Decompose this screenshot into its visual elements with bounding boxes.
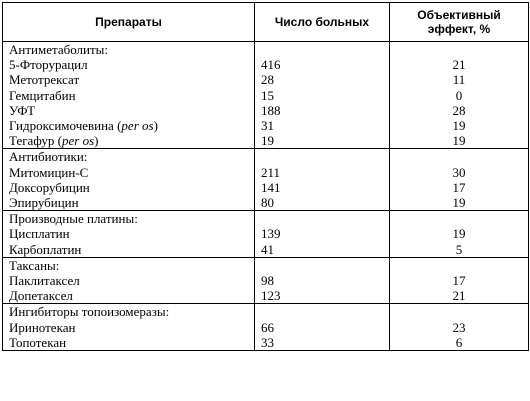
patient-count: 416	[255, 57, 390, 72]
effect-percent: 19	[390, 133, 529, 149]
table-row	[3, 273, 529, 288]
empty-cell	[390, 149, 529, 165]
effect-percent: 19	[390, 118, 529, 133]
drug-group	[3, 42, 529, 149]
group-title: Производные платины:	[3, 211, 255, 227]
table-row	[3, 165, 529, 180]
effect-percent: 17	[390, 180, 529, 195]
drug-name-text: Цисплатин	[9, 226, 70, 242]
patient-count: 123	[255, 288, 390, 304]
drug-name	[3, 335, 255, 351]
patient-count: 41	[255, 242, 390, 258]
effect-percent: 17	[390, 273, 529, 288]
group-title-row	[3, 304, 529, 320]
patient-count: 98	[255, 273, 390, 288]
drug-name	[3, 88, 255, 103]
drug-name	[3, 273, 255, 288]
table-header	[3, 3, 529, 42]
table-row	[3, 133, 529, 149]
effect-percent: 28	[390, 103, 529, 118]
drug-name-text: Гидроксимочевина (	[9, 118, 122, 134]
drug-name	[3, 180, 255, 195]
empty-cell	[255, 304, 390, 320]
drug-name-text: Тегафур (	[9, 133, 62, 149]
drug-name	[3, 118, 255, 133]
drug-group	[3, 149, 529, 211]
table-row	[3, 72, 529, 87]
group-title: Антиметаболиты:	[3, 42, 255, 58]
drug-name-text: Допетаксел	[9, 288, 73, 304]
patient-count: 211	[255, 165, 390, 180]
table-row	[3, 88, 529, 103]
drug-group	[3, 257, 529, 304]
drug-name-text: Гемцитабин	[9, 87, 76, 103]
drug-name	[3, 103, 255, 118]
drug-name-text: Карбоплатин	[9, 241, 82, 257]
effect-percent: 11	[390, 72, 529, 87]
group-title: Антибиотики:	[3, 149, 255, 165]
drug-name	[3, 288, 255, 304]
drug-name-text: Иринотекан	[9, 319, 76, 335]
drug-name-text: 5-Фторурацил	[9, 57, 88, 73]
drug-name	[3, 226, 255, 241]
group-title-row	[3, 211, 529, 227]
drug-group	[3, 211, 529, 258]
drug-name-text: Доксорубицин	[9, 179, 90, 195]
drug-name	[3, 242, 255, 258]
drug-name	[3, 195, 255, 211]
patient-count: 33	[255, 335, 390, 351]
group-title: Ингибиторы топоизомеразы:	[3, 304, 255, 320]
drug-name	[3, 320, 255, 335]
drug-name	[3, 57, 255, 72]
effect-percent: 6	[390, 335, 529, 351]
table-row	[3, 103, 529, 118]
table-row	[3, 195, 529, 211]
drug-route: per os	[62, 133, 95, 149]
patient-count: 15	[255, 88, 390, 103]
group-title-row	[3, 257, 529, 273]
effect-percent: 30	[390, 165, 529, 180]
patient-count: 19	[255, 133, 390, 149]
drug-name	[3, 165, 255, 180]
empty-cell	[255, 149, 390, 165]
empty-cell	[390, 42, 529, 58]
header-effect-text: Объективный эффект, %	[417, 8, 501, 36]
drug-route-close: )	[153, 118, 158, 134]
patient-count: 31	[255, 118, 390, 133]
drug-name-text: Митомицин-С	[9, 164, 89, 180]
drug-name	[3, 133, 255, 149]
group-title-row	[3, 149, 529, 165]
drug-name-text: УФТ	[9, 102, 36, 118]
header-row	[3, 3, 529, 42]
table-row	[3, 242, 529, 258]
group-title-row	[3, 42, 529, 58]
drug-name-text: Эпирубицин	[9, 195, 79, 211]
drug-group	[3, 304, 529, 351]
empty-cell	[255, 42, 390, 58]
header-patients: Число больных	[255, 3, 390, 42]
table-row	[3, 288, 529, 304]
effect-percent: 23	[390, 320, 529, 335]
drug-route: per os	[121, 118, 154, 134]
table-row	[3, 118, 529, 133]
patient-count: 80	[255, 195, 390, 211]
effect-percent: 19	[390, 195, 529, 211]
group-title: Таксаны:	[3, 257, 255, 273]
patient-count: 188	[255, 103, 390, 118]
patient-count: 141	[255, 180, 390, 195]
drug-name-text: Паклитаксел	[9, 273, 80, 289]
drug-route-close: )	[94, 133, 99, 149]
table-row	[3, 320, 529, 335]
table-row	[3, 180, 529, 195]
patient-count: 66	[255, 320, 390, 335]
effect-percent: 21	[390, 57, 529, 72]
empty-cell	[390, 211, 529, 227]
table-row	[3, 57, 529, 72]
effect-percent: 0	[390, 88, 529, 103]
drug-name-text: Метотрексат	[9, 72, 80, 88]
header-effect	[390, 3, 529, 42]
table-row	[3, 226, 529, 241]
effect-percent: 21	[390, 288, 529, 304]
table-row	[3, 335, 529, 351]
empty-cell	[390, 304, 529, 320]
drug-name-text: Топотекан	[9, 334, 67, 350]
effect-percent: 5	[390, 242, 529, 258]
empty-cell	[255, 257, 390, 273]
effect-percent: 19	[390, 226, 529, 241]
patient-count: 28	[255, 72, 390, 87]
empty-cell	[390, 257, 529, 273]
header-drugs: Препараты	[3, 3, 255, 42]
patient-count: 139	[255, 226, 390, 241]
chemotherapy-table	[2, 2, 529, 351]
drug-name	[3, 72, 255, 87]
empty-cell	[255, 211, 390, 227]
